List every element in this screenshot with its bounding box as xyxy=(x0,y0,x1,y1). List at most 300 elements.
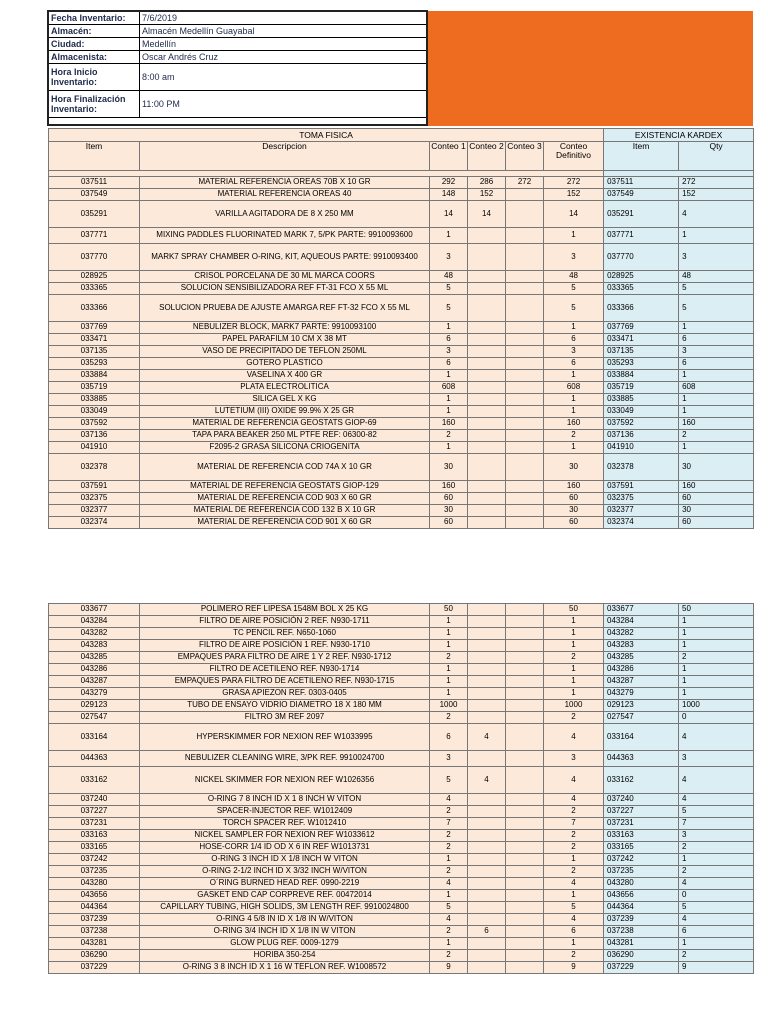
kardex-item: 044363 xyxy=(604,751,679,767)
kardex-item: 043282 xyxy=(604,628,679,640)
kardex-qty: 60 xyxy=(679,493,754,505)
table-row xyxy=(49,517,754,529)
table-row xyxy=(49,818,754,830)
kardex-qty: 4 xyxy=(679,767,754,794)
header-row-clerk xyxy=(49,51,428,64)
header-row-city xyxy=(49,38,428,51)
kardex-item: 033162 xyxy=(604,767,679,794)
item-description: NICKEL SAMPLER FOR NEXION REF W1033612 xyxy=(140,830,430,842)
item-code: 044364 xyxy=(49,902,140,914)
count-1: 1 xyxy=(430,406,468,418)
final-count: 6 xyxy=(544,334,604,346)
kardex-item: 043285 xyxy=(604,652,679,664)
kardex-qty: 7 xyxy=(679,818,754,830)
kardex-item: 035291 xyxy=(604,201,679,228)
final-count: 1 xyxy=(544,688,604,700)
kardex-item: 032377 xyxy=(604,505,679,517)
final-count: 2 xyxy=(544,652,604,664)
final-count: 30 xyxy=(544,505,604,517)
warehouse-label: Almacén: xyxy=(49,25,140,38)
final-count: 4 xyxy=(544,767,604,794)
table-row xyxy=(49,616,754,628)
kardex-qty: 1 xyxy=(679,676,754,688)
count-3 xyxy=(506,628,544,640)
kardex-item: 033471 xyxy=(604,334,679,346)
count-1: 2 xyxy=(430,926,468,938)
city-label: Ciudad: xyxy=(49,38,140,51)
count-2 xyxy=(468,962,506,974)
start-time-label: Hora Inicio Inventario: xyxy=(49,64,140,91)
item-code: 033049 xyxy=(49,406,140,418)
count-3 xyxy=(506,616,544,628)
kardex-qty: 4 xyxy=(679,794,754,806)
item-code: 043281 xyxy=(49,938,140,950)
item-code: 043279 xyxy=(49,688,140,700)
item-description: O-RING 3/4 INCH ID X 1/8 IN W VITON xyxy=(140,926,430,938)
kardex-qty: 1 xyxy=(679,616,754,628)
item-description: MIXING PADDLES FLUORINATED MARK 7, 5/PK PARTE: 9910093600 xyxy=(140,228,430,244)
item-description: LUTETIUM (III) OXIDE 99.9% X 25 GR xyxy=(140,406,430,418)
kardex-item: 037229 xyxy=(604,962,679,974)
final-count: 2 xyxy=(544,806,604,818)
col-kardex-item: Item xyxy=(604,142,679,171)
count-3 xyxy=(506,712,544,724)
final-count: 6 xyxy=(544,358,604,370)
final-count: 7 xyxy=(544,818,604,830)
table-row xyxy=(49,806,754,818)
count-1: 2 xyxy=(430,806,468,818)
count-2 xyxy=(468,890,506,902)
count-3 xyxy=(506,358,544,370)
count-3 xyxy=(506,902,544,914)
kardex-item: 043286 xyxy=(604,664,679,676)
final-count: 1 xyxy=(544,228,604,244)
count-3 xyxy=(506,688,544,700)
inventory-table-section-1 xyxy=(48,128,754,529)
item-description: MARK7 SPRAY CHAMBER O-RING, KIT, AQUEOUS PARTE: 9910093400 xyxy=(140,244,430,271)
date-value: 7/6/2019 xyxy=(140,12,428,25)
table-row xyxy=(49,902,754,914)
count-3 xyxy=(506,700,544,712)
kardex-item: 028925 xyxy=(604,271,679,283)
table-row xyxy=(49,394,754,406)
count-3 xyxy=(506,866,544,878)
kardex-item: 043281 xyxy=(604,938,679,950)
kardex-qty: 1 xyxy=(679,640,754,652)
final-count: 9 xyxy=(544,962,604,974)
count-2 xyxy=(468,295,506,322)
item-code: 035719 xyxy=(49,382,140,394)
count-1: 30 xyxy=(430,505,468,517)
final-count: 1 xyxy=(544,616,604,628)
count-1: 1 xyxy=(430,664,468,676)
count-3 xyxy=(506,767,544,794)
item-code: 033366 xyxy=(49,295,140,322)
count-2: 152 xyxy=(468,189,506,201)
item-code: 037238 xyxy=(49,926,140,938)
count-1: 1 xyxy=(430,228,468,244)
item-description: MATERIAL DE REFERENCIA GEOSTATS GIOP-129 xyxy=(140,481,430,493)
final-count: 2 xyxy=(544,430,604,442)
count-1: 160 xyxy=(430,481,468,493)
col-count-3: Conteo 3 xyxy=(506,142,544,171)
item-description: SOLUCION SENSIBILIZADORA REF FT-31 FCO X 55 ML xyxy=(140,283,430,295)
count-3 xyxy=(506,517,544,529)
kardex-qty: 2 xyxy=(679,430,754,442)
count-3 xyxy=(506,926,544,938)
item-code: 035291 xyxy=(49,201,140,228)
count-3 xyxy=(506,370,544,382)
kardex-item: 037239 xyxy=(604,914,679,926)
kardex-qty: 3 xyxy=(679,346,754,358)
item-description: NEBULIZER CLEANING WIRE, 3/PK REF. 9910024700 xyxy=(140,751,430,767)
table-row xyxy=(49,418,754,430)
kardex-qty: 3 xyxy=(679,751,754,767)
item-code: 037235 xyxy=(49,866,140,878)
item-code: 033677 xyxy=(49,604,140,616)
count-2 xyxy=(468,517,506,529)
item-description: MATERIAL DE REFERENCIA COD 74A X 10 GR xyxy=(140,454,430,481)
count-1: 2 xyxy=(430,712,468,724)
count-3: 272 xyxy=(506,177,544,189)
count-1: 9 xyxy=(430,962,468,974)
count-2 xyxy=(468,676,506,688)
col-item: Item xyxy=(49,142,140,171)
kardex-item: 032374 xyxy=(604,517,679,529)
item-description: F2095-2 GRASA SILICONA CRIOGENITA xyxy=(140,442,430,454)
count-2 xyxy=(468,914,506,926)
count-3 xyxy=(506,962,544,974)
count-2 xyxy=(468,228,506,244)
count-3 xyxy=(506,442,544,454)
table-row xyxy=(49,430,754,442)
kardex-item: 037511 xyxy=(604,177,679,189)
kardex-qty: 6 xyxy=(679,334,754,346)
count-2 xyxy=(468,830,506,842)
item-description: VASELINA X 400 GR xyxy=(140,370,430,382)
count-2: 286 xyxy=(468,177,506,189)
item-description: MATERIAL DE REFERENCIA COD 132 B X 10 GR xyxy=(140,505,430,517)
kardex-qty: 272 xyxy=(679,177,754,189)
count-2 xyxy=(468,700,506,712)
kardex-item: 037136 xyxy=(604,430,679,442)
kardex-item: 027547 xyxy=(604,712,679,724)
table-row xyxy=(49,830,754,842)
item-description: O-RING 2-1/2 INCH ID X 3/32 INCH W/VITON xyxy=(140,866,430,878)
table-row xyxy=(49,751,754,767)
table-row xyxy=(49,794,754,806)
kardex-qty: 4 xyxy=(679,878,754,890)
header-row-warehouse xyxy=(49,25,428,38)
kardex-item: 037135 xyxy=(604,346,679,358)
kardex-item: 032375 xyxy=(604,493,679,505)
count-1: 2 xyxy=(430,830,468,842)
kardex-item: 033365 xyxy=(604,283,679,295)
table-row xyxy=(49,938,754,950)
count-2 xyxy=(468,842,506,854)
item-code: 043656 xyxy=(49,890,140,902)
count-2 xyxy=(468,878,506,890)
item-description: SILICA GEL X KG xyxy=(140,394,430,406)
kardex-qty: 1 xyxy=(679,688,754,700)
count-1: 6 xyxy=(430,358,468,370)
count-2 xyxy=(468,866,506,878)
kardex-qty: 4 xyxy=(679,914,754,926)
table-row xyxy=(49,295,754,322)
count-1: 5 xyxy=(430,767,468,794)
count-1: 1 xyxy=(430,890,468,902)
warehouse-value: Almacén Medellín Guayabal xyxy=(140,25,428,38)
table-row xyxy=(49,481,754,493)
final-count: 1 xyxy=(544,676,604,688)
table-row xyxy=(49,228,754,244)
item-description: PLATA ELECTROLITICA xyxy=(140,382,430,394)
item-description: SPACER-INJECTOR REF. W1012409 xyxy=(140,806,430,818)
item-description: CRISOL PORCELANA DE 30 ML MARCA COORS xyxy=(140,271,430,283)
kardex-qty: 1000 xyxy=(679,700,754,712)
table-row xyxy=(49,664,754,676)
kardex-qty: 60 xyxy=(679,517,754,529)
count-2 xyxy=(468,358,506,370)
kardex-item: 043287 xyxy=(604,676,679,688)
final-count: 3 xyxy=(544,346,604,358)
item-code: 036290 xyxy=(49,950,140,962)
count-2 xyxy=(468,244,506,271)
final-count: 5 xyxy=(544,283,604,295)
final-count: 2 xyxy=(544,830,604,842)
item-description: HORIBA 350-254 xyxy=(140,950,430,962)
final-count: 152 xyxy=(544,189,604,201)
final-count: 1000 xyxy=(544,700,604,712)
item-description: MATERIAL REFERENCIA OREAS 70B X 10 GR xyxy=(140,177,430,189)
final-count: 4 xyxy=(544,914,604,926)
item-description: O-RING 3 INCH ID X 1/8 INCH W VITON xyxy=(140,854,430,866)
count-1: 1 xyxy=(430,676,468,688)
table-row xyxy=(49,604,754,616)
start-time-value: 8:00 am xyxy=(140,64,428,91)
count-1: 2 xyxy=(430,842,468,854)
count-2 xyxy=(468,938,506,950)
table-row xyxy=(49,962,754,974)
item-code: 037549 xyxy=(49,189,140,201)
count-1: 5 xyxy=(430,295,468,322)
item-description: FILTRO DE ACETILENO REF. N930-1714 xyxy=(140,664,430,676)
final-count: 1 xyxy=(544,664,604,676)
item-code: 032375 xyxy=(49,493,140,505)
count-3 xyxy=(506,830,544,842)
table-row xyxy=(49,767,754,794)
item-description: HOSE-CORR 1/4 ID OD X 6 IN REF W1013731 xyxy=(140,842,430,854)
item-description: CAPILLARY TUBING, HIGH SOLIDS, 3M LENGTH REF. 9910024800 xyxy=(140,902,430,914)
count-2 xyxy=(468,505,506,517)
item-code: 033471 xyxy=(49,334,140,346)
item-code: 033884 xyxy=(49,370,140,382)
item-code: 043286 xyxy=(49,664,140,676)
item-code: 033165 xyxy=(49,842,140,854)
kardex-qty: 6 xyxy=(679,926,754,938)
header-row-date xyxy=(49,12,428,25)
final-count: 6 xyxy=(544,926,604,938)
count-2 xyxy=(468,394,506,406)
table-row xyxy=(49,842,754,854)
kardex-qty: 30 xyxy=(679,505,754,517)
clerk-value: Oscar Andrés Cruz xyxy=(140,51,428,64)
item-description: O-RING 7 8 INCH ID X 1 8 INCH W VITON xyxy=(140,794,430,806)
final-count: 1 xyxy=(544,890,604,902)
kardex-item: 033164 xyxy=(604,724,679,751)
count-3 xyxy=(506,346,544,358)
table-row xyxy=(49,700,754,712)
count-2 xyxy=(468,818,506,830)
item-description: FILTRO DE AIRE POSICIÓN 1 REF. N930-1710 xyxy=(140,640,430,652)
final-count: 1 xyxy=(544,854,604,866)
table-row xyxy=(49,382,754,394)
count-3 xyxy=(506,604,544,616)
count-3 xyxy=(506,938,544,950)
item-code: 037135 xyxy=(49,346,140,358)
count-2 xyxy=(468,640,506,652)
column-header-row xyxy=(49,142,754,171)
final-count: 4 xyxy=(544,724,604,751)
final-count: 1 xyxy=(544,628,604,640)
kardex-qty: 5 xyxy=(679,295,754,322)
table-row xyxy=(49,712,754,724)
count-2 xyxy=(468,806,506,818)
final-count: 60 xyxy=(544,517,604,529)
kardex-item: 043656 xyxy=(604,890,679,902)
item-description: MATERIAL DE REFERENCIA COD 903 X 60 GR xyxy=(140,493,430,505)
count-3 xyxy=(506,189,544,201)
kardex-item: 037591 xyxy=(604,481,679,493)
kardex-qty: 30 xyxy=(679,454,754,481)
item-code: 037769 xyxy=(49,322,140,334)
item-code: 027547 xyxy=(49,712,140,724)
kardex-item: 043280 xyxy=(604,878,679,890)
count-3 xyxy=(506,406,544,418)
kardex-qty: 2 xyxy=(679,866,754,878)
item-code: 033365 xyxy=(49,283,140,295)
count-3 xyxy=(506,228,544,244)
kardex-item: 033885 xyxy=(604,394,679,406)
kardex-item: 043283 xyxy=(604,640,679,652)
count-2 xyxy=(468,493,506,505)
final-count: 5 xyxy=(544,295,604,322)
col-count-2: Conteo 2 xyxy=(468,142,506,171)
item-code: 043283 xyxy=(49,640,140,652)
final-count: 1 xyxy=(544,322,604,334)
item-code: 044363 xyxy=(49,751,140,767)
count-3 xyxy=(506,652,544,664)
final-count: 1 xyxy=(544,442,604,454)
count-2 xyxy=(468,271,506,283)
count-1: 2 xyxy=(430,652,468,664)
table-row xyxy=(49,628,754,640)
count-1: 1 xyxy=(430,854,468,866)
item-code: 033162 xyxy=(49,767,140,794)
item-code: 033885 xyxy=(49,394,140,406)
orange-banner xyxy=(428,11,753,126)
count-3 xyxy=(506,818,544,830)
count-2 xyxy=(468,664,506,676)
kardex-qty: 5 xyxy=(679,283,754,295)
table-row xyxy=(49,914,754,926)
item-code: 033164 xyxy=(49,724,140,751)
count-2 xyxy=(468,418,506,430)
count-1: 3 xyxy=(430,244,468,271)
inventory-table-section-2 xyxy=(48,603,754,974)
count-2 xyxy=(468,481,506,493)
kardex-qty: 1 xyxy=(679,228,754,244)
item-code: 037242 xyxy=(49,854,140,866)
count-2 xyxy=(468,283,506,295)
kardex-qty: 4 xyxy=(679,724,754,751)
count-2 xyxy=(468,652,506,664)
final-count: 4 xyxy=(544,878,604,890)
count-1: 30 xyxy=(430,454,468,481)
final-count: 5 xyxy=(544,902,604,914)
final-count: 2 xyxy=(544,842,604,854)
count-1: 50 xyxy=(430,604,468,616)
final-count: 3 xyxy=(544,244,604,271)
count-2 xyxy=(468,854,506,866)
count-1: 1 xyxy=(430,370,468,382)
header-row-start-time xyxy=(49,64,428,91)
kardex-item: 033884 xyxy=(604,370,679,382)
item-code: 037136 xyxy=(49,430,140,442)
final-count: 2 xyxy=(544,950,604,962)
count-1: 6 xyxy=(430,724,468,751)
item-code: 037770 xyxy=(49,244,140,271)
header-row-end-time xyxy=(49,91,428,118)
count-3 xyxy=(506,382,544,394)
count-2: 4 xyxy=(468,724,506,751)
table-row xyxy=(49,271,754,283)
count-2 xyxy=(468,604,506,616)
final-count: 4 xyxy=(544,794,604,806)
item-code: 043284 xyxy=(49,616,140,628)
count-1: 1 xyxy=(430,394,468,406)
count-3 xyxy=(506,493,544,505)
table-row xyxy=(49,442,754,454)
final-count: 48 xyxy=(544,271,604,283)
final-count: 1 xyxy=(544,370,604,382)
count-1: 14 xyxy=(430,201,468,228)
item-code: 043287 xyxy=(49,676,140,688)
count-2 xyxy=(468,616,506,628)
count-3 xyxy=(506,283,544,295)
kardex-item: 036290 xyxy=(604,950,679,962)
item-description: O-RING 4 5/8 IN ID X 1/8 IN W/VITON xyxy=(140,914,430,926)
count-3 xyxy=(506,664,544,676)
count-3 xyxy=(506,854,544,866)
item-description: HYPERSKIMMER FOR NEXION REF W1033995 xyxy=(140,724,430,751)
kardex-qty: 1 xyxy=(679,664,754,676)
inventory-header-table xyxy=(48,11,428,118)
final-count: 1 xyxy=(544,640,604,652)
count-1: 1 xyxy=(430,640,468,652)
count-3 xyxy=(506,418,544,430)
count-3 xyxy=(506,640,544,652)
kardex-item: 033049 xyxy=(604,406,679,418)
item-code: 037229 xyxy=(49,962,140,974)
count-2 xyxy=(468,322,506,334)
kardex-qty: 160 xyxy=(679,481,754,493)
kardex-qty: 50 xyxy=(679,604,754,616)
col-count-1: Conteo 1 xyxy=(430,142,468,171)
count-1: 1 xyxy=(430,322,468,334)
kardex-item: 037770 xyxy=(604,244,679,271)
end-time-label: Hora Finalización Inventario: xyxy=(49,91,140,118)
